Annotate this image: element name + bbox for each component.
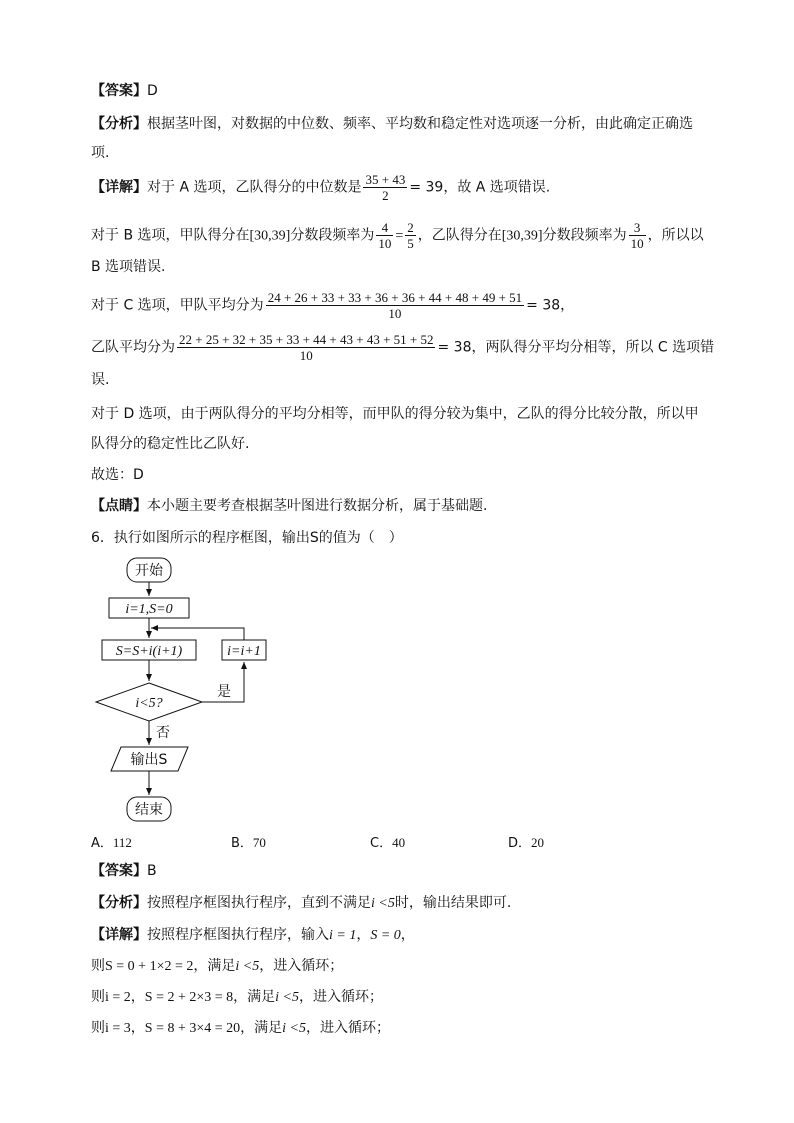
update-label: S=S+i(i+1) — [115, 644, 183, 659]
detail-c2-line-2: 误. — [91, 372, 110, 388]
option-d-label: D． — [508, 836, 532, 851]
l4-cond: i <5 — [282, 1021, 307, 1036]
l3-formula: S = 2 + 2×3 = 8 — [144, 990, 234, 1005]
comment-tag: 【点睛】 — [91, 498, 147, 514]
detail-tag: 【详解】 — [91, 179, 147, 196]
team-b-sum: 22 + 25 + 32 + 35 + 33 + 44 + 43 + 43 + 51 + 52 — [179, 332, 434, 347]
team-b-count: 10 — [299, 348, 313, 363]
option-c-label: C． — [370, 836, 393, 851]
option-d[interactable] — [508, 832, 544, 851]
answer-text: D — [147, 83, 158, 99]
q6-detail-tag: 【详解】 — [91, 927, 147, 943]
end-label: 结束 — [135, 802, 163, 818]
q6-detail-line-4 — [91, 1018, 390, 1039]
analysis-text: 根据茎叶图，对数据的中位数、频率、平均数和稳定性对选项逐一分析，由此确定正确选 — [147, 116, 693, 132]
q6-analysis-pre: 按照程序框图执行程序，直到不满足 — [147, 895, 371, 911]
l4-post: ，进入循环； — [306, 1020, 391, 1036]
detail-d-line-2: 队得分的稳定性比乙队好. — [91, 436, 250, 452]
l2-mid: ，满足 — [193, 958, 236, 974]
option-a-value: 112 — [112, 835, 132, 850]
q6-analysis-cond: i <5 — [371, 896, 395, 911]
l4-i: i = 3 — [105, 1021, 131, 1036]
detail-b-pre: 对于 B 选项，甲队得分在 — [91, 227, 250, 244]
l1-i: i = 1 — [329, 928, 357, 943]
detail-a-pre: 对于 A 选项，乙队得分的中位数是 — [147, 179, 362, 196]
arrow-loop-back — [151, 628, 244, 640]
q6-stem: 6．执行如图所示的程序框图，输出S的值为（ ） — [91, 530, 403, 546]
median-numerator: 35 + 43 — [365, 172, 406, 187]
l4-sep: ， — [130, 1020, 145, 1036]
q6-analysis-post: 时，输出结果即可. — [394, 895, 512, 911]
median-denominator: 2 — [382, 188, 389, 203]
option-b[interactable] — [231, 832, 266, 851]
team-a-count: 10 — [388, 306, 402, 321]
detail-b-mid2: ，乙队得分在 — [417, 227, 502, 244]
q6-analysis-line — [91, 893, 511, 914]
l4-formula: S = 8 + 3×4 = 20 — [144, 1021, 241, 1036]
prev-analysis-line-2: 项. — [91, 145, 110, 161]
condition-label: i<5? — [135, 696, 163, 711]
q6-detail-line-1 — [91, 925, 415, 946]
analysis-tag: 【分析】 — [91, 116, 147, 132]
q6-detail-line-2 — [91, 956, 343, 977]
l3-mid: ，满足 — [233, 989, 276, 1005]
l3-sep: ， — [130, 989, 145, 1005]
detail-a-post: = 39，故 A 选项错误. — [409, 179, 551, 196]
l1-s: S = 0 — [370, 928, 401, 943]
q6-answer-tag: 【答案】 — [91, 863, 147, 879]
option-c-value: 40 — [392, 835, 406, 850]
freq1-num: 4 — [376, 220, 393, 236]
l2-pre: 则 — [91, 958, 105, 974]
detail-c-pre: 对于 C 选项，甲队平均分为 — [91, 297, 264, 314]
team-a-sum: 24 + 26 + 33 + 33 + 36 + 36 + 44 + 48 + 49 + 51 — [267, 290, 523, 305]
l4-pre: 则 — [91, 1020, 105, 1036]
detail-b-mid1: 分数段频率为 — [290, 227, 375, 244]
option-b-label: B． — [231, 836, 253, 851]
comment-text: 本小题主要考查根据茎叶图进行数据分析，属于基础题. — [147, 498, 488, 514]
l1-sep: ， — [356, 927, 371, 943]
answer-tag: 【答案】 — [91, 83, 147, 99]
detail-b-line-2: B 选项错误. — [91, 259, 166, 275]
detail-b-mid3: 分数段频率为 — [542, 227, 627, 244]
no-label: 否 — [156, 725, 170, 741]
l4-mid: ，满足 — [240, 1020, 283, 1036]
q6-analysis-tag: 【分析】 — [91, 895, 147, 911]
init-label: i=1,S=0 — [125, 602, 173, 617]
output-label: 输出S — [130, 752, 168, 768]
interval-2: [30,39] — [501, 228, 543, 244]
detail-c-post: = 38， — [526, 297, 575, 314]
freq2-num: 2 — [407, 220, 414, 235]
l1-pre: 按照程序框图执行程序，输入 — [147, 927, 329, 943]
q6-detail-line-3 — [91, 987, 383, 1008]
detail-d-line-1: 对于 D 选项，由于两队得分的平均分相等，而甲队的得分较为集中，乙队的得分比较分散，所以甲 — [91, 406, 699, 422]
freq3-den: 10 — [630, 236, 644, 251]
freq1-den: 10 — [378, 236, 392, 251]
option-b-value: 70 — [252, 835, 266, 850]
option-d-value: 20 — [531, 835, 545, 850]
q6-answer-text: B — [147, 863, 157, 879]
choose-line: 故选：D — [91, 467, 144, 483]
q6-answer-line — [91, 861, 157, 881]
l2-post: ，进入循环； — [259, 958, 344, 974]
l3-i: i = 2 — [105, 990, 131, 1005]
l2-cond: i <5 — [235, 959, 260, 974]
l3-cond: i <5 — [275, 990, 300, 1005]
l1-post: ， — [400, 927, 415, 943]
interval-1: [30,39] — [249, 228, 291, 244]
option-a[interactable] — [91, 832, 132, 851]
start-label: 开始 — [135, 563, 163, 579]
detail-c2-post: = 38，两队得分平均分相等，所以 C 选项错 — [437, 339, 715, 356]
option-a-label: A． — [91, 836, 113, 851]
equals-sign: = — [395, 228, 404, 244]
increment-label: i=i+1 — [227, 644, 261, 659]
l2-formula: S = 0 + 1×2 = 2 — [105, 959, 194, 974]
l3-pre: 则 — [91, 989, 105, 1005]
freq2-den: 5 — [407, 236, 414, 251]
l3-post: ，进入循环； — [299, 989, 384, 1005]
detail-c2-pre: 乙队平均分为 — [91, 339, 175, 356]
yes-label: 是 — [217, 684, 231, 700]
option-c[interactable] — [370, 832, 405, 851]
detail-b-post: ，所以以 — [647, 227, 704, 244]
freq3-num: 3 — [629, 220, 646, 236]
